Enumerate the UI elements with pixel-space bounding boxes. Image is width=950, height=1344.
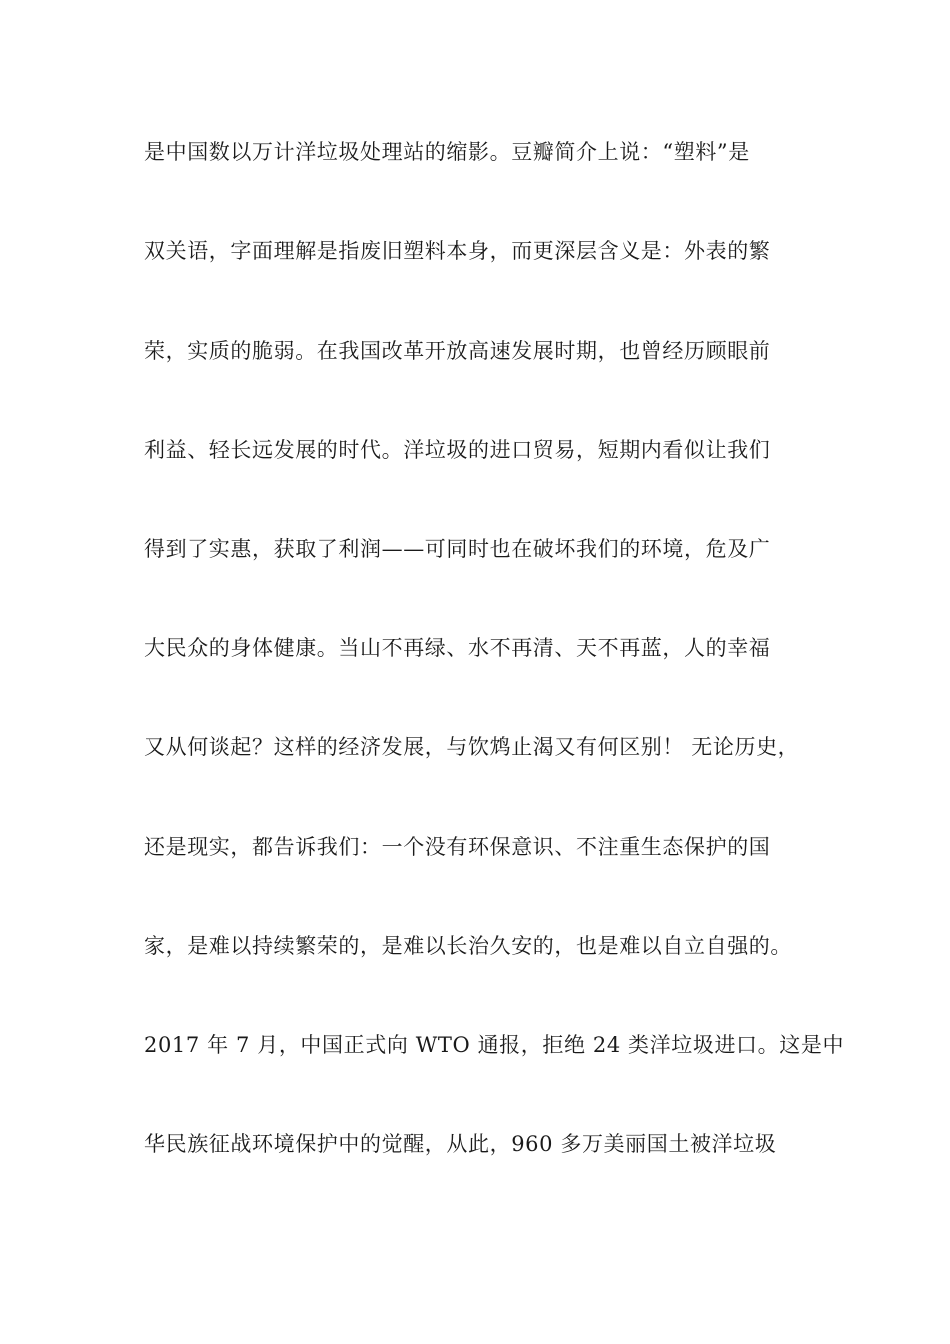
text-line: 还是现实，都告诉我们：一个没有环保意识、不注重生态保护的国 xyxy=(144,835,771,859)
text-line: 是中国数以万计洋垃圾处理站的缩影。豆瓣简介上说：“塑料”是 xyxy=(144,140,750,164)
text-line: 双关语，字面理解是指废旧塑料本身，而更深层含义是：外表的繁 xyxy=(144,239,771,263)
text-line: 2017 年 7 月，中国正式向 WTO 通报，拒绝 24 类洋垃圾进口。这是中 xyxy=(144,1033,845,1057)
text-line: 大民众的身体健康。当山不再绿、水不再清、天不再蓝，人的幸福 xyxy=(144,636,771,660)
text-line: 得到了实惠，获取了利润——可同时也在破坏我们的环境，危及广 xyxy=(144,537,771,561)
text-line: 华民族征战环境保护中的觉醒，从此，960 多万美丽国土被洋垃圾 xyxy=(144,1132,777,1156)
text-line: 荣，实质的脆弱。在我国改革开放高速发展时期，也曾经历顾眼前 xyxy=(144,339,771,363)
text-line: 利益、轻长远发展的时代。洋垃圾的进口贸易，短期内看似让我们 xyxy=(144,438,771,462)
text-line: 又从何谈起？这样的经济发展，与饮鸩止渴又有何区别！ 无论历史， xyxy=(144,735,800,759)
text-line: 家，是难以持续繁荣的，是难以长治久安的，也是难以自立自强的。 xyxy=(144,934,792,958)
